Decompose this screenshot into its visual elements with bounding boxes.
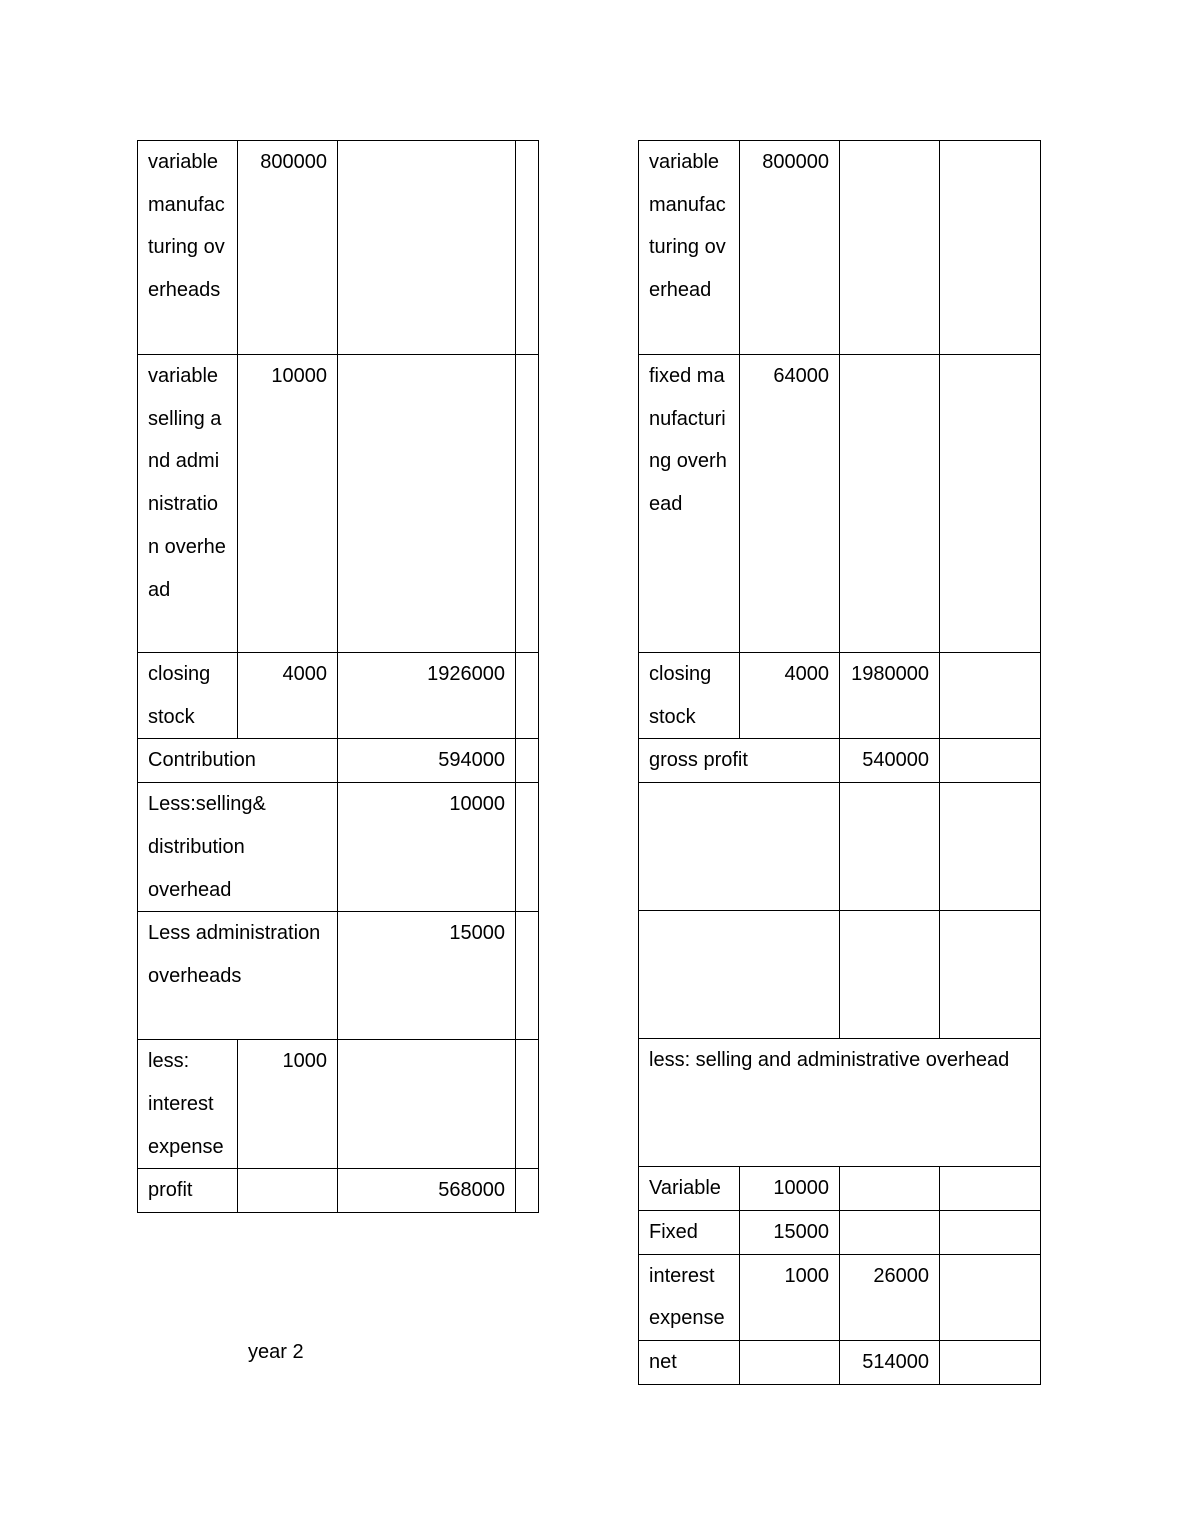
row-total xyxy=(840,1167,940,1211)
row-extra xyxy=(516,355,539,653)
row-label: Fixed xyxy=(639,1210,740,1254)
row-amount: 800000 xyxy=(238,141,338,355)
row-extra xyxy=(940,1340,1041,1384)
row-total: 568000 xyxy=(338,1169,516,1213)
row-total xyxy=(840,1210,940,1254)
table-row xyxy=(138,1169,539,1213)
table-row xyxy=(639,1210,1041,1254)
row-total xyxy=(338,355,516,653)
row-label: gross profit xyxy=(639,739,840,783)
row-extra xyxy=(940,355,1041,653)
table-row xyxy=(639,1167,1041,1211)
year-label: year 2 xyxy=(248,1341,304,1363)
table-row xyxy=(138,912,539,1040)
table-row xyxy=(639,1039,1041,1167)
row-total: 540000 xyxy=(840,739,940,783)
right-income-table xyxy=(638,140,1041,1385)
row-total xyxy=(840,355,940,653)
row-label: closing stock xyxy=(138,653,238,739)
row-label: Less administration overheads xyxy=(138,912,338,1040)
table-row xyxy=(138,1040,539,1169)
row-label: net xyxy=(639,1340,740,1384)
row-extra xyxy=(940,911,1041,1039)
row-label xyxy=(639,783,840,911)
table-row xyxy=(138,783,539,912)
row-extra xyxy=(516,1169,539,1213)
row-label: fixed manufacturing overhead xyxy=(639,355,740,653)
row-amount: 4000 xyxy=(238,653,338,739)
table-row xyxy=(639,911,1041,1039)
table-row xyxy=(138,739,539,783)
row-amount: 4000 xyxy=(740,653,840,739)
row-extra xyxy=(940,1254,1041,1340)
row-total: 514000 xyxy=(840,1340,940,1384)
row-total xyxy=(338,1040,516,1169)
row-total: 1980000 xyxy=(840,653,940,739)
table-row xyxy=(639,653,1041,739)
row-total: 1926000 xyxy=(338,653,516,739)
row-label: Less:selling& distribution overhead xyxy=(138,783,338,912)
row-total: 594000 xyxy=(338,739,516,783)
row-total xyxy=(840,911,940,1039)
table-row xyxy=(639,1340,1041,1384)
row-extra xyxy=(940,1210,1041,1254)
row-label: less: interest expense xyxy=(138,1040,238,1169)
row-amount xyxy=(740,1340,840,1384)
row-extra xyxy=(516,653,539,739)
row-extra xyxy=(940,141,1041,355)
left-income-table xyxy=(137,140,539,1213)
row-amount: 10000 xyxy=(238,355,338,653)
row-amount: 1000 xyxy=(740,1254,840,1340)
row-label: Variable xyxy=(639,1167,740,1211)
row-amount: 800000 xyxy=(740,141,840,355)
row-total: 15000 xyxy=(338,912,516,1040)
row-label: Contribution xyxy=(138,739,338,783)
row-label: variable manufacturing overheads xyxy=(138,141,238,355)
row-extra xyxy=(940,653,1041,739)
row-amount: 64000 xyxy=(740,355,840,653)
table-row xyxy=(138,141,539,355)
row-total: 26000 xyxy=(840,1254,940,1340)
row-label xyxy=(639,911,840,1039)
row-extra xyxy=(516,1040,539,1169)
row-label: profit xyxy=(138,1169,238,1213)
row-label: variable selling and administration overhead xyxy=(138,355,238,653)
row-extra xyxy=(940,783,1041,911)
row-label: closing stock xyxy=(639,653,740,739)
row-label: variable manufacturing overhead xyxy=(639,141,740,355)
row-label: less: selling and administrative overhead xyxy=(639,1039,1041,1167)
row-amount: 15000 xyxy=(740,1210,840,1254)
row-label: interest expense xyxy=(639,1254,740,1340)
row-extra xyxy=(940,1167,1041,1211)
table-row xyxy=(639,141,1041,355)
table-row xyxy=(639,783,1041,911)
row-extra xyxy=(516,739,539,783)
row-extra xyxy=(516,783,539,912)
row-extra xyxy=(516,141,539,355)
row-amount: 1000 xyxy=(238,1040,338,1169)
table-row xyxy=(639,1254,1041,1340)
row-total xyxy=(338,141,516,355)
row-amount xyxy=(238,1169,338,1213)
table-row xyxy=(639,739,1041,783)
row-total xyxy=(840,783,940,911)
row-extra xyxy=(516,912,539,1040)
row-total xyxy=(840,141,940,355)
table-row xyxy=(639,355,1041,653)
row-amount: 10000 xyxy=(740,1167,840,1211)
row-extra xyxy=(940,739,1041,783)
table-row xyxy=(138,355,539,653)
row-total: 10000 xyxy=(338,783,516,912)
table-row xyxy=(138,653,539,739)
